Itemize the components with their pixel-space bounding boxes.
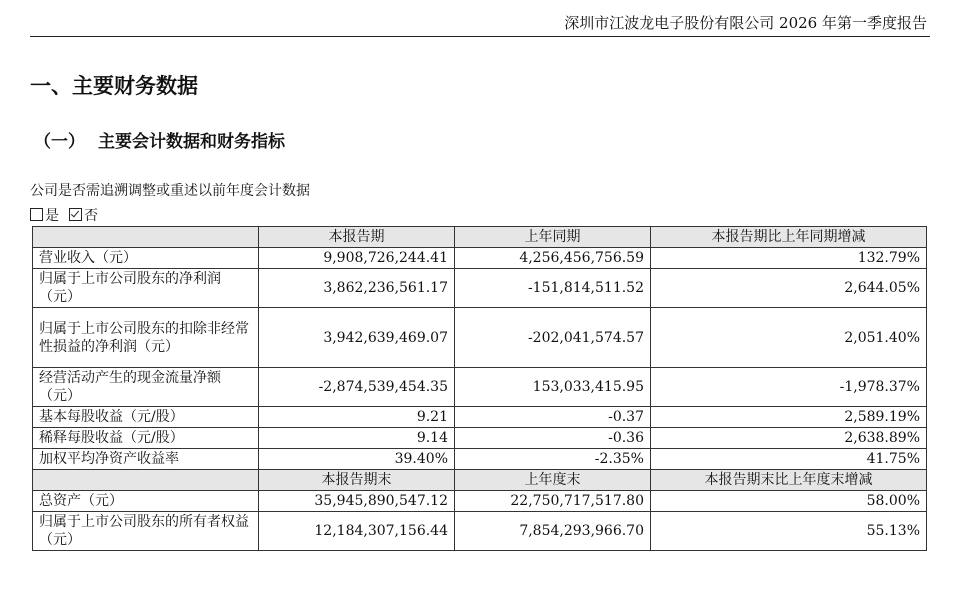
prior-value: 4,256,456,756.59	[455, 248, 651, 269]
financial-data-table	[32, 226, 927, 551]
current-value: 9.14	[259, 428, 455, 449]
change-value: -1,978.37%	[651, 368, 927, 407]
option-no-label: 否	[84, 208, 98, 224]
table-row	[33, 308, 927, 368]
change-value: 41.75%	[651, 449, 927, 470]
checkbox-checked-icon[interactable]	[69, 208, 82, 221]
prior-value: -0.36	[455, 428, 651, 449]
header-cell: 本报告期	[259, 227, 455, 248]
table-row	[33, 449, 927, 470]
current-value: 39.40%	[259, 449, 455, 470]
section-title: 一、主要财务数据	[30, 74, 198, 98]
current-value: -2,874,539,454.35	[259, 368, 455, 407]
restatement-question: 公司是否需追溯调整或重述以前年度会计数据	[30, 183, 310, 199]
row-label: 归属于上市公司股东的所有者权益（元）	[33, 512, 259, 551]
table-header-row	[33, 227, 927, 248]
table-row	[33, 512, 927, 551]
table-header-row	[33, 470, 927, 491]
current-value: 3,942,639,469.07	[259, 308, 455, 368]
header-cell: 本报告期比上年同期增减	[651, 227, 927, 248]
header-divider	[30, 36, 930, 37]
change-value: 2,638.89%	[651, 428, 927, 449]
row-label: 归属于上市公司股东的扣除非经常性损益的净利润（元）	[33, 308, 259, 368]
prior-value: -202,041,574.57	[455, 308, 651, 368]
checkbox-unchecked-icon[interactable]	[30, 208, 43, 221]
subsection-number: （一）	[34, 132, 85, 152]
row-label: 加权平均净资产收益率	[33, 449, 259, 470]
table-row	[33, 491, 927, 512]
restatement-options	[30, 205, 98, 225]
current-value: 3,862,236,561.17	[259, 269, 455, 308]
row-label: 稀释每股收益（元/股）	[33, 428, 259, 449]
change-value: 2,589.19%	[651, 407, 927, 428]
prior-value: -151,814,511.52	[455, 269, 651, 308]
change-value: 2,051.40%	[651, 308, 927, 368]
header-cell: 上年度末	[455, 470, 651, 491]
change-value: 2,644.05%	[651, 269, 927, 308]
option-no[interactable]	[69, 205, 98, 225]
header-cell	[33, 470, 259, 491]
current-value: 35,945,890,547.12	[259, 491, 455, 512]
prior-value: 153,033,415.95	[455, 368, 651, 407]
row-label: 总资产（元）	[33, 491, 259, 512]
row-label: 营业收入（元）	[33, 248, 259, 269]
change-value: 55.13%	[651, 512, 927, 551]
table-row	[33, 368, 927, 407]
subsection-title	[34, 127, 285, 152]
row-label: 归属于上市公司股东的净利润（元）	[33, 269, 259, 308]
header-cell	[33, 227, 259, 248]
change-value: 132.79%	[651, 248, 927, 269]
prior-value: 7,854,293,966.70	[455, 512, 651, 551]
row-label: 经营活动产生的现金流量净额（元）	[33, 368, 259, 407]
option-yes-label: 是	[45, 208, 59, 224]
header-cell: 本报告期末	[259, 470, 455, 491]
row-label: 基本每股收益（元/股）	[33, 407, 259, 428]
table-row	[33, 407, 927, 428]
change-value: 58.00%	[651, 491, 927, 512]
table-row	[33, 428, 927, 449]
current-value: 9,908,726,244.41	[259, 248, 455, 269]
current-value: 9.21	[259, 407, 455, 428]
prior-value: 22,750,717,517.80	[455, 491, 651, 512]
option-yes[interactable]	[30, 205, 59, 225]
subsection-text: 主要会计数据和财务指标	[98, 132, 285, 152]
table-row	[33, 248, 927, 269]
header-cell: 本报告期末比上年度末增减	[651, 470, 927, 491]
prior-value: -0.37	[455, 407, 651, 428]
header-cell: 上年同期	[455, 227, 651, 248]
report-header-title: 深圳市江波龙电子股份有限公司 2026 年第一季度报告	[564, 14, 927, 32]
table-row	[33, 269, 927, 308]
prior-value: -2.35%	[455, 449, 651, 470]
current-value: 12,184,307,156.44	[259, 512, 455, 551]
